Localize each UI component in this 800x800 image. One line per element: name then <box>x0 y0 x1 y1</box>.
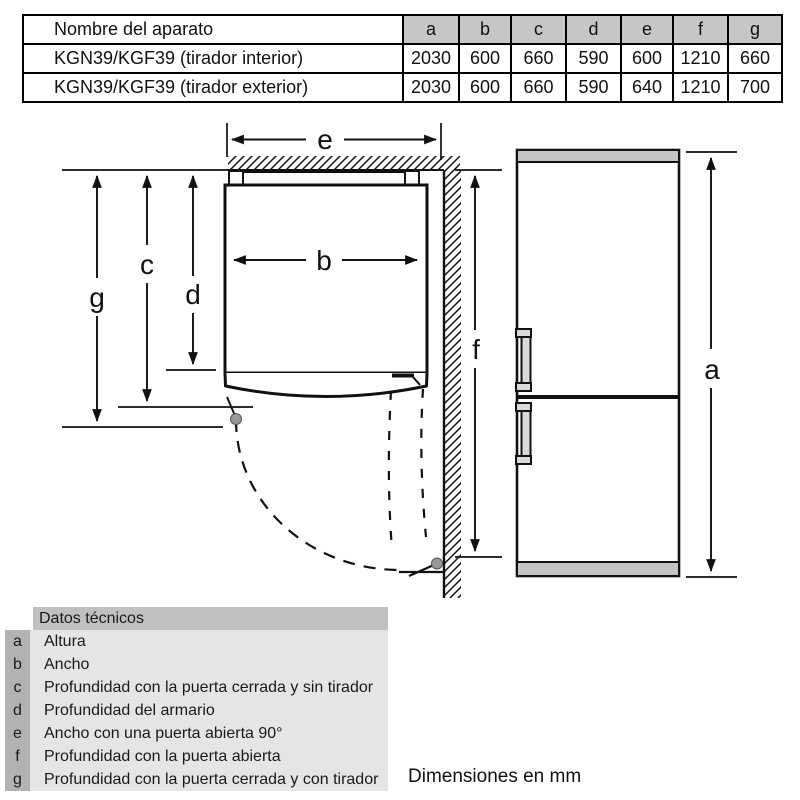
model-name: KGN39/KGF39 (tirador exterior) <box>23 73 403 102</box>
dim-header-e: e <box>621 15 673 44</box>
door-open-outline <box>421 389 426 537</box>
hinge-pivot-dot <box>432 558 443 569</box>
value-b: 600 <box>459 73 511 102</box>
fridge-outline <box>517 150 679 576</box>
spec-table-name-header: Nombre del aparato <box>23 15 403 44</box>
hinge-right <box>405 171 419 185</box>
dim-label-f: f <box>472 334 480 365</box>
legend-item-f <box>5 745 388 768</box>
dim-header-a: a <box>403 15 459 44</box>
legend-label: Profundidad con la puerta cerrada y sin tirador <box>30 676 388 699</box>
value-c: 660 <box>511 44 566 73</box>
dim-header-d: d <box>566 15 621 44</box>
legend-label: Altura <box>30 630 388 653</box>
dim-header-g: g <box>728 15 782 44</box>
hinge-pivot-dot <box>231 414 242 425</box>
legend-label: Ancho con una puerta abierta 90° <box>30 722 388 745</box>
value-b: 600 <box>459 44 511 73</box>
table-row <box>23 73 782 102</box>
value-g: 700 <box>728 73 782 102</box>
table-row <box>23 44 782 73</box>
legend-label: Ancho <box>30 653 388 676</box>
top-trim <box>517 150 679 162</box>
legend-key: f <box>5 745 30 768</box>
model-name: KGN39/KGF39 (tirador interior) <box>23 44 403 73</box>
value-d: 590 <box>566 44 621 73</box>
legend-item-g <box>5 768 388 791</box>
legend-title: Datos técnicos <box>33 607 388 630</box>
dim-label-a: a <box>704 354 720 385</box>
legend-key: a <box>5 630 30 653</box>
dim-label-e: e <box>317 124 333 155</box>
technical-drawing <box>0 110 800 610</box>
cabinet-body <box>225 185 427 373</box>
legend-label: Profundidad con la puerta cerrada y con tirador <box>30 768 388 791</box>
legend-item-e <box>5 722 388 745</box>
legend-label: Profundidad del armario <box>30 699 388 722</box>
door-swing-arc <box>236 420 400 570</box>
value-e: 640 <box>621 73 673 102</box>
legend-key: d <box>5 699 30 722</box>
value-d: 590 <box>566 73 621 102</box>
legend-label: Profundidad con la puerta abierta <box>30 745 388 768</box>
hinge-left <box>229 171 243 185</box>
front-view <box>516 150 679 576</box>
legend-key: g <box>5 768 30 791</box>
dim-header-c: c <box>511 15 566 44</box>
value-f: 1210 <box>673 44 728 73</box>
bottom-plinth <box>517 562 679 576</box>
value-f: 1210 <box>673 73 728 102</box>
top-view <box>225 171 445 576</box>
value-a: 2030 <box>403 44 459 73</box>
dim-label-c: c <box>140 249 154 280</box>
units-note: Dimensiones en mm <box>408 766 582 787</box>
value-g: 660 <box>728 44 782 73</box>
spec-table <box>22 14 783 103</box>
legend-item-a <box>5 630 388 653</box>
dim-label-b: b <box>316 245 332 276</box>
legend-item-d <box>5 699 388 722</box>
dim-header-b: b <box>459 15 511 44</box>
spec-table-header-row <box>23 15 782 44</box>
dim-header-f: f <box>673 15 728 44</box>
legend-item-b <box>5 653 388 676</box>
legend-key: b <box>5 653 30 676</box>
legend-key: e <box>5 722 30 745</box>
value-c: 660 <box>511 73 566 102</box>
dim-label-g: g <box>89 282 105 313</box>
legend-item-c <box>5 676 388 699</box>
door-open-outline <box>389 391 392 549</box>
value-a: 2030 <box>403 73 459 102</box>
dim-label-d: d <box>185 279 201 310</box>
value-e: 600 <box>621 44 673 73</box>
legend-key: c <box>5 676 30 699</box>
